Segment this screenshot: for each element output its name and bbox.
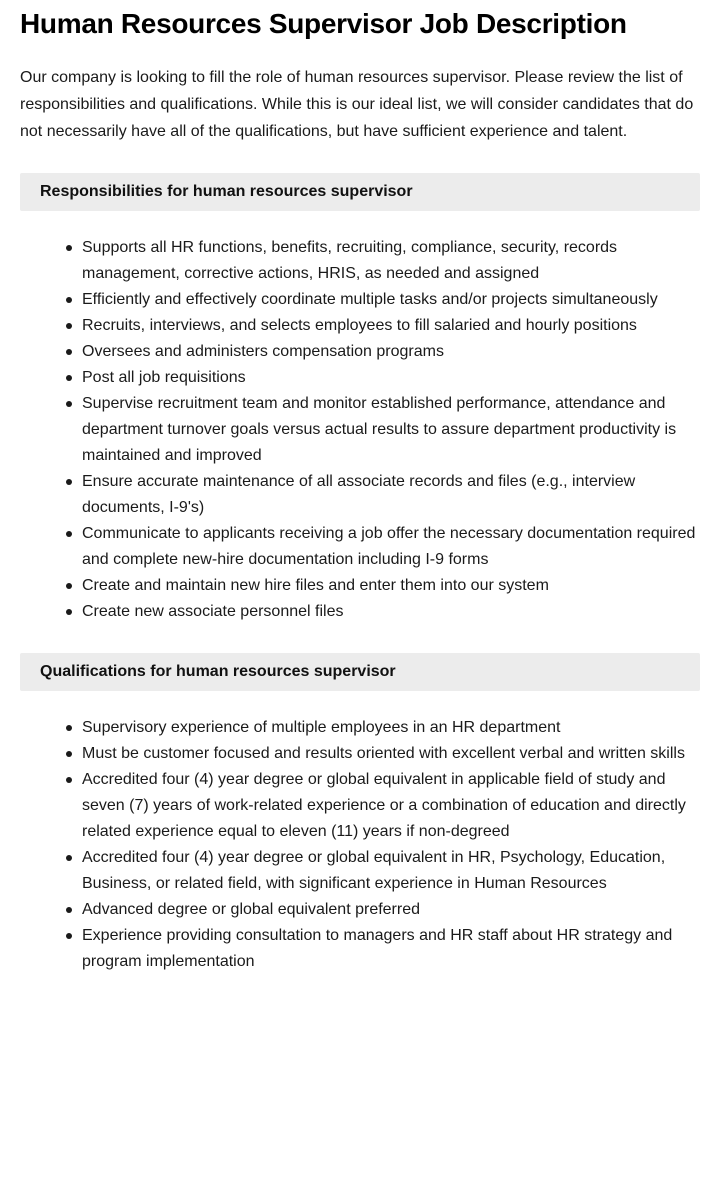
responsibilities-list (20, 235, 700, 625)
list-item: Efficiently and effectively coordinate multiple tasks and/or projects simultaneously (66, 287, 700, 313)
responsibilities-section-header (20, 173, 700, 211)
list-item: Ensure accurate maintenance of all associate records and files (e.g., interview documents, I-9's) (66, 469, 700, 521)
list-item: Supports all HR functions, benefits, recruiting, compliance, security, records management, corrective actions, HRIS, as needed and assigned (66, 235, 700, 287)
list-item: Accredited four (4) year degree or global equivalent in HR, Psychology, Education, Business, or related field, with significant experience in Human Resources (66, 845, 700, 897)
intro-paragraph: Our company is looking to fill the role of human resources supervisor. Please review the list of responsibilities and qualifications. While this is our ideal list, we will consider candidates that do not necessarily have all of the qualifications, but have sufficient experience and talent. (20, 69, 694, 140)
list-item: Create new associate personnel files (66, 599, 700, 625)
list-item: Communicate to applicants receiving a job offer the necessary documentation required and complete new-hire documentation including I-9 forms (66, 521, 700, 573)
list-item: Supervisory experience of multiple employees in an HR department (66, 715, 700, 741)
list-item: Experience providing consultation to managers and HR staff about HR strategy and program implementation (66, 923, 700, 975)
page-title: Human Resources Supervisor Job Description (20, 8, 627, 39)
list-item: Supervise recruitment team and monitor established performance, attendance and department turnover goals versus actual results to assure department productivity is maintained and improved (66, 391, 700, 469)
qualifications-heading: Qualifications for human resources supervisor (40, 663, 396, 680)
list-item: Recruits, interviews, and selects employees to fill salaried and hourly positions (66, 313, 700, 339)
responsibilities-heading: Responsibilities for human resources supervisor (40, 183, 413, 200)
qualifications-section-header (20, 653, 700, 691)
list-item: Oversees and administers compensation programs (66, 339, 700, 365)
list-item: Accredited four (4) year degree or global equivalent in applicable field of study and seven (7) years of work-related experience or a combination of education and directly related experience equal to eleven (11) years if non-degreed (66, 767, 700, 845)
list-item: Post all job requisitions (66, 365, 700, 391)
list-item: Create and maintain new hire files and enter them into our system (66, 573, 700, 599)
list-item: Must be customer focused and results oriented with excellent verbal and written skills (66, 741, 700, 767)
list-item: Advanced degree or global equivalent preferred (66, 897, 700, 923)
qualifications-list (20, 715, 700, 975)
